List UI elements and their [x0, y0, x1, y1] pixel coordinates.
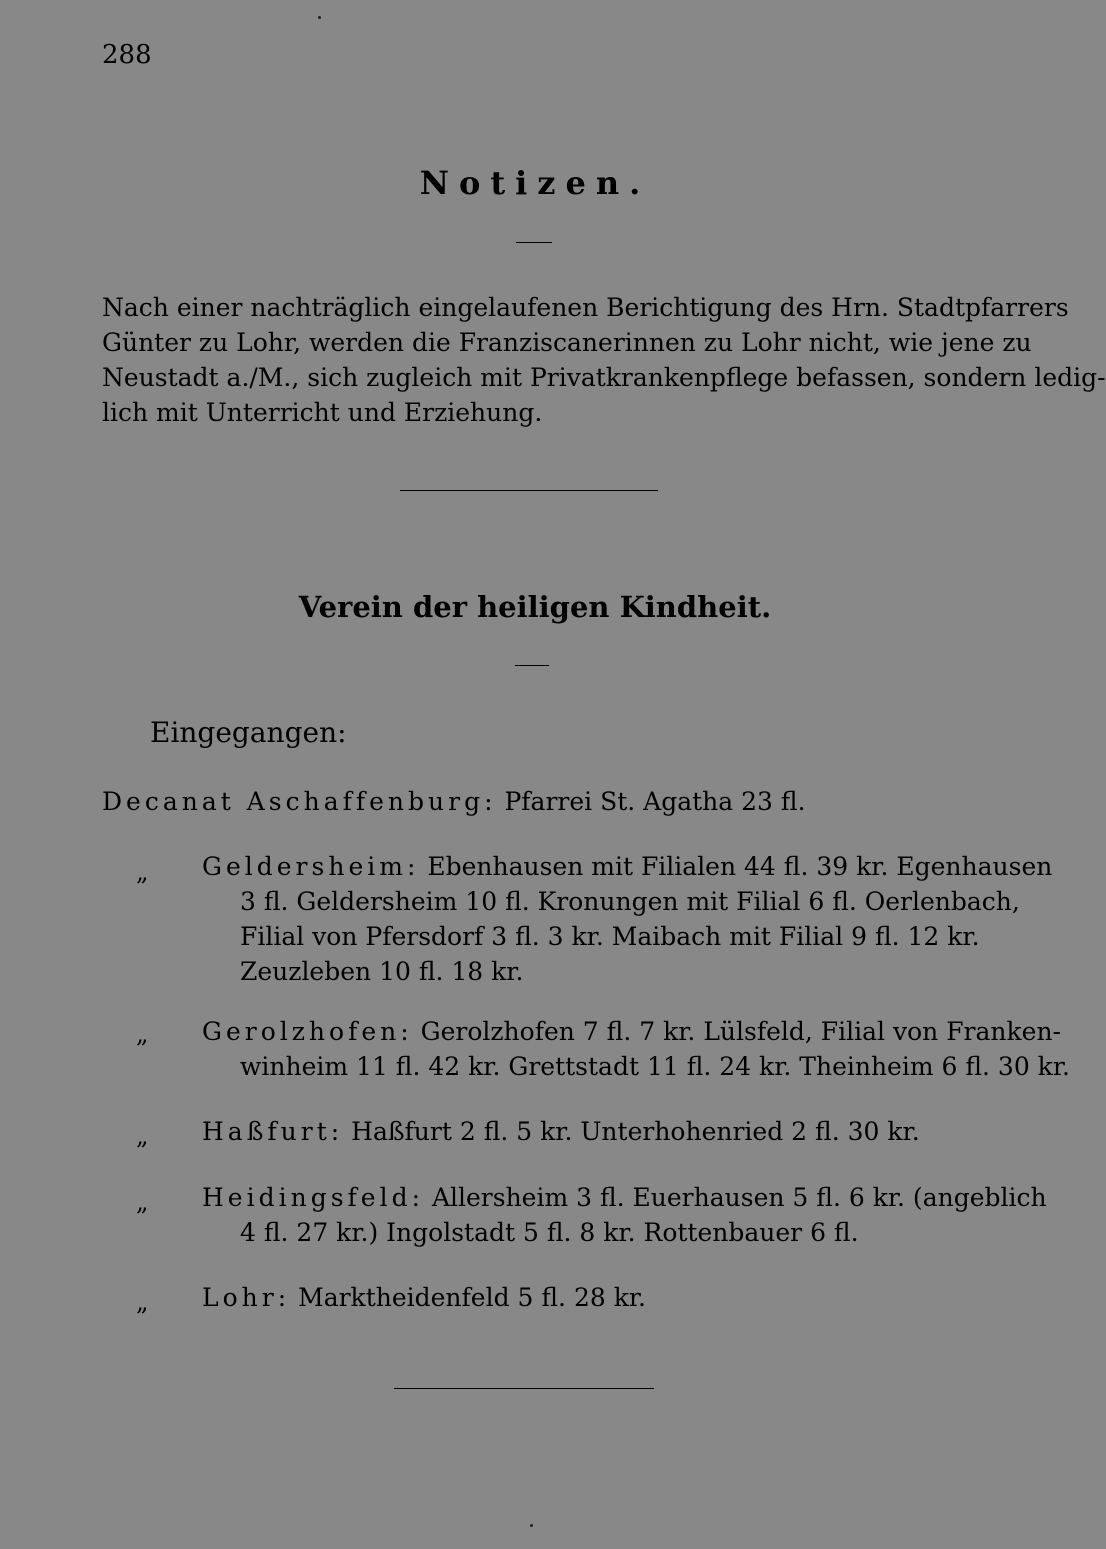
entry-text: 4 fl. 27 kr.) Ingolstadt 5 fl. 8 kr. Rottenbauer 6 fl. — [240, 1218, 859, 1247]
entry-text: Ebenhausen mit Filialen 44 fl. 39 kr. Egenhausen — [427, 852, 1053, 881]
entry-text: Pfarrei St. Agatha 23 fl. — [504, 787, 806, 816]
divider — [516, 242, 552, 243]
paragraph-line: lich mit Unterricht und Erziehung. — [102, 398, 543, 427]
list-item — [202, 1014, 1070, 1084]
page-number: 288 — [102, 40, 152, 70]
entry-text: Filial von Pfersdorf 3 fl. 3 kr. Maibach mit Filial 9 fl. 12 kr. — [240, 922, 980, 951]
list-item — [202, 1180, 1047, 1250]
entry-text: winheim 11 fl. 42 kr. Grettstadt 11 fl. 24 kr. Theinheim 6 fl. 30 kr. — [240, 1052, 1070, 1081]
deanery-name: Lohr: — [202, 1283, 291, 1312]
received-label: Eingegangen: — [150, 716, 347, 749]
ditto-mark: „ — [136, 1020, 149, 1048]
list-item — [102, 784, 962, 819]
deanery-name: Decanat Aschaffenburg: — [102, 787, 497, 816]
entry-text: Marktheidenfeld 5 fl. 28 kr. — [298, 1283, 647, 1312]
speck — [530, 1524, 533, 1527]
ditto-mark: „ — [136, 1288, 149, 1316]
paragraph-line: Günter zu Lohr, werden die Franziscanerinnen zu Lohr nicht, wie jene zu — [102, 328, 1032, 357]
speck — [318, 16, 321, 19]
bottom-divider — [394, 1388, 654, 1389]
paragraph-line: Nach einer nachträglich eingelaufenen Berichtigung des Hrn. Stadtpfarrers — [102, 293, 1069, 322]
entry-text: Allersheim 3 fl. Euerhausen 5 fl. 6 kr. (angeblich — [431, 1183, 1047, 1212]
entry-text: Haßfurt 2 fl. 5 kr. Unterhohenried 2 fl. 30 kr. — [351, 1117, 920, 1146]
paragraph-line: Neustadt a./M., sich zugleich mit Privatkrankenpflege befassen, sondern ledig- — [102, 363, 1106, 392]
entry-text: Gerolzhofen 7 fl. 7 kr. Lülsfeld, Filial von Franken- — [420, 1017, 1061, 1046]
list-item — [202, 849, 1053, 989]
divider — [515, 665, 549, 666]
ditto-mark: „ — [136, 858, 149, 886]
entry-text: Zeuzleben 10 fl. 18 kr. — [240, 957, 524, 986]
ditto-mark: „ — [136, 1188, 149, 1216]
ditto-mark: „ — [136, 1122, 149, 1150]
notice-paragraph — [102, 290, 1106, 430]
deanery-name: Heidingsfeld: — [202, 1183, 424, 1212]
section-divider — [400, 490, 658, 491]
deanery-name: Gerolzhofen: — [202, 1017, 413, 1046]
list-item — [202, 1280, 972, 1315]
section-title: Verein der heiligen Kindheit. — [298, 590, 772, 624]
entry-text: 3 fl. Geldersheim 10 fl. Kronungen mit Filial 6 fl. Oerlenbach, — [240, 887, 1020, 916]
deanery-name: Geldersheim: — [202, 852, 420, 881]
page-title: Notizen. — [419, 164, 651, 202]
list-item — [202, 1114, 972, 1149]
deanery-name: Haßfurt: — [202, 1117, 344, 1146]
